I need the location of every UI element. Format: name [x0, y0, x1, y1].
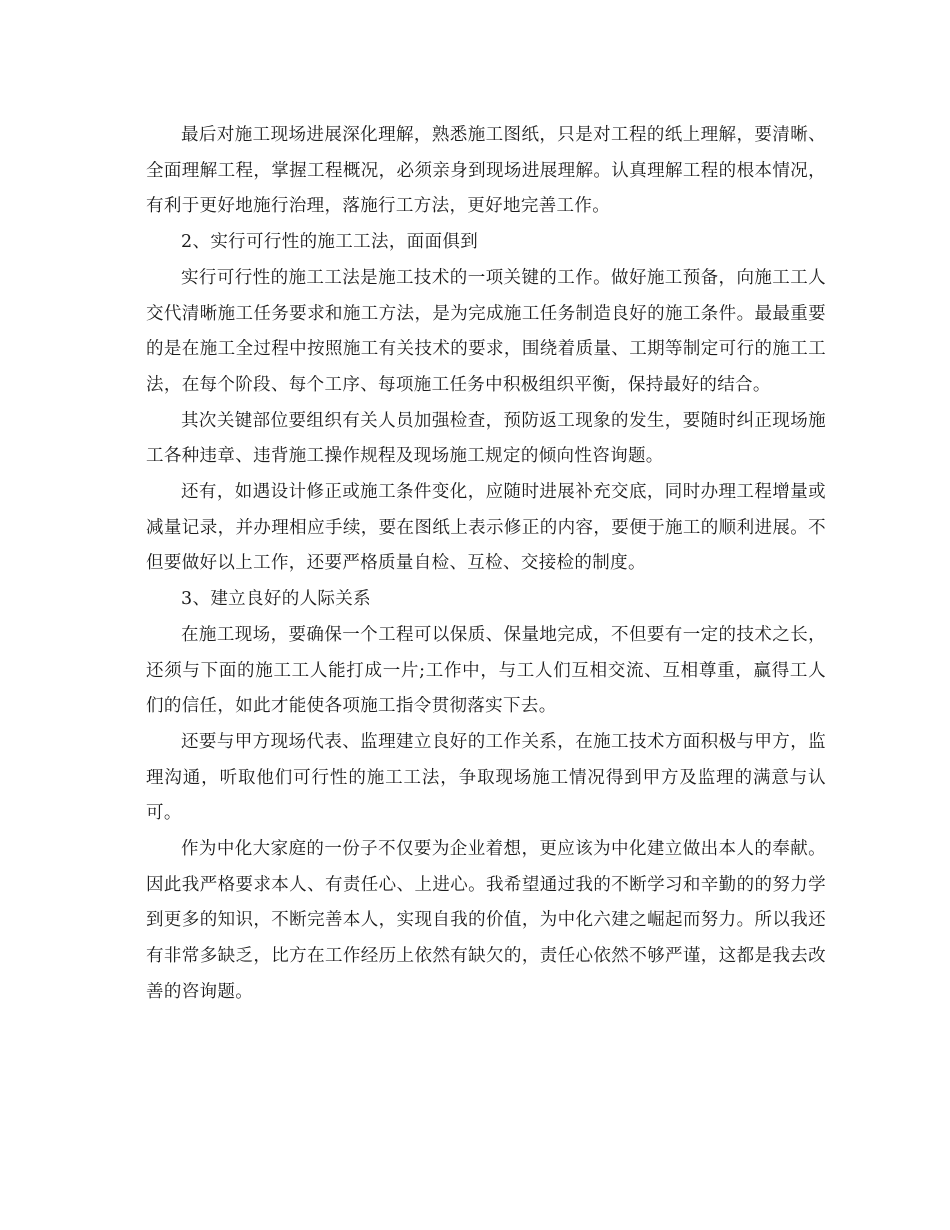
paragraph-design-changes: 还有，如遇设计修正或施工条件变化，应随时进展补充交底，同时办理工程增量或减量记录，并办理相应手续，要在图纸上表示修正的内容，要便于施工的顺利进展。不但要做好以上工作，还要严格质量自检、互检、交接检的制度。	[146, 482, 826, 574]
paragraph-client-relations: 还要与甲方现场代表、监理建立良好的工作关系，在施工技术方面积极与甲方，监理沟通，听取他们可行性的施工工法，争取现场施工情况得到甲方及监理的满意与认可。	[146, 731, 826, 824]
document-body	[146, 118, 826, 1011]
paragraph-personal-contribution: 作为中化大家庭的一份子不仅要为企业着想，更应该为中化建立做出本人的奉献。因此我严格要求本人、有责任心、上进心。我希望通过我的不断学习和辛勤的的努力学到更多的知识，不断完善本人，实现自我的价值，为中化六建之崛起而努力。所以我还有非常多缺乏，比方在工作经历上依然有缺欠的，责任心依然不够严谨，这都是我去改善的咨询题。	[146, 839, 826, 1002]
paragraph-feasible-methods: 实行可行性的施工工法是施工技术的一项关键的工作。做好施工预备，向施工工人交代清晰施工任务要求和施工方法，是为完成施工任务制造良好的施工条件。最最重要的是在施工全过程中按照施工有关技术的要求，围绕着质量、工期等制定可行的施工工法，在每个阶段、每个工序、每项施工任务中积极组织平衡，保持最好的结合。	[146, 267, 826, 395]
paragraph-worker-relations: 在施工现场，要确保一个工程可以保质、保量地完成，不但要有一定的技术之长，还须与下面的施工工人能打成一片;工作中，与工人们互相交流、互相尊重，赢得工人们的信任，如此才能使各项施工指令贯彻落实下去。	[146, 624, 826, 717]
section-heading-2: 2、实行可行性的施工工法，面面俱到	[181, 232, 479, 253]
section-heading-3: 3、建立良好的人际关系	[181, 589, 371, 610]
paragraph-site-understanding: 最后对施工现场进展深化理解，熟悉施工图纸，只是对工程的纸上理解，要清晰、全面理解工程，掌握工程概况，必须亲身到现场进展理解。认真理解工程的根本情况，有利于更好地施行治理，落施行工方法，更好地完善工作。	[146, 125, 826, 217]
paragraph-key-inspection: 其次关键部位要组织有关人员加强检查，预防返工现象的发生，要随时纠正现场施工各种违章、违背施工操作规程及现场施工规定的倾向性咨询题。	[146, 410, 826, 467]
